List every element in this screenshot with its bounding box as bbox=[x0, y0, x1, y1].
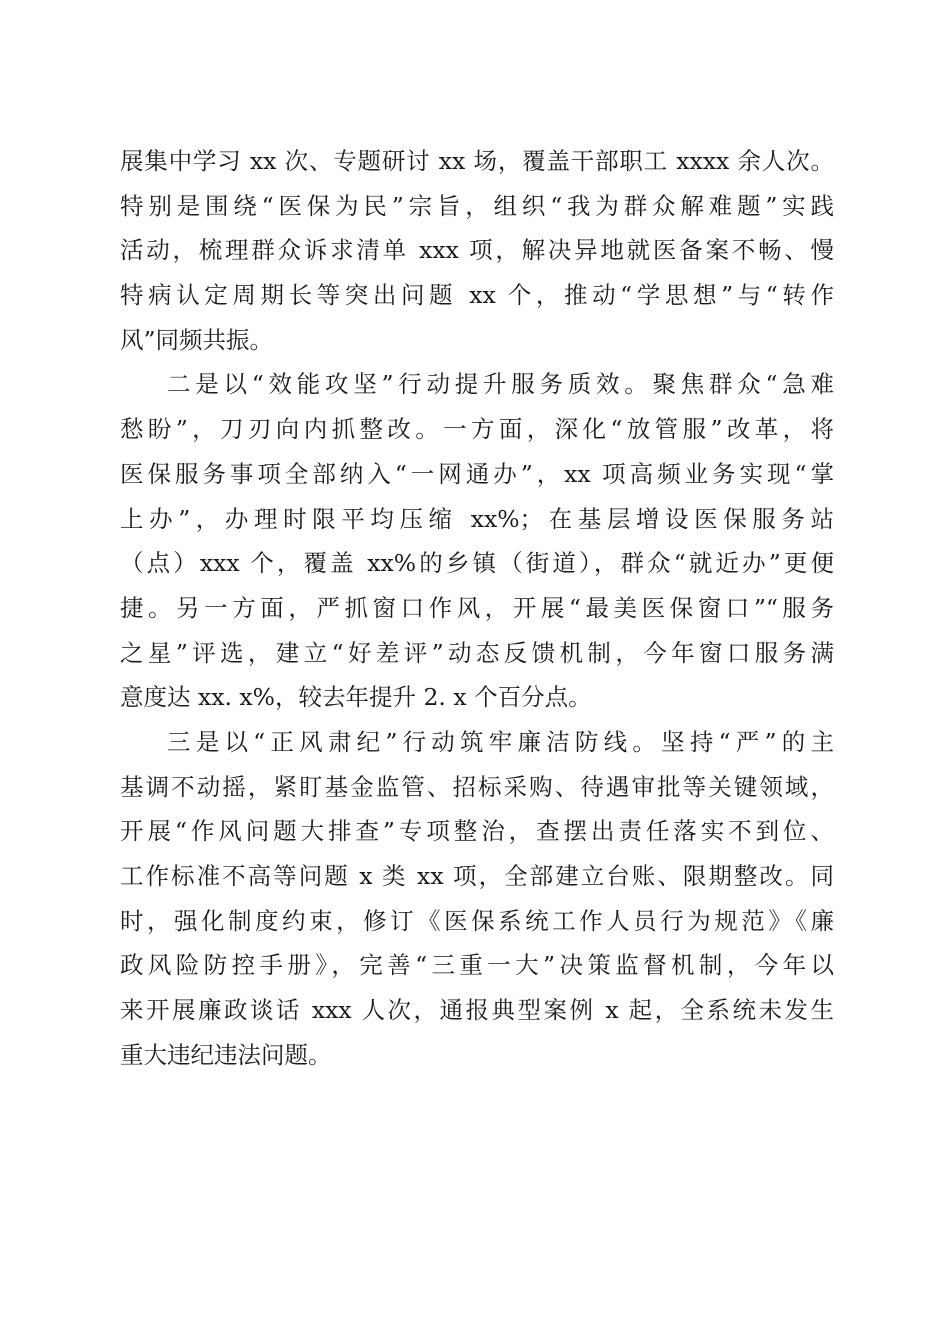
text-line: 上办”，办理时限平均压缩 xx%；在基层增设医保服务站 bbox=[120, 504, 834, 533]
text-line: 来开展廉政谈话 xxx 人次，通报典型案例 x 起，全系统未发生 bbox=[120, 996, 834, 1025]
text-line: 捷。另一方面，严抓窗口作风，开展“最美医保窗口”“服务 bbox=[120, 593, 834, 622]
text-line: 愁盼”，刀刃向内抓整改。一方面，深化“放管服”改革，将 bbox=[120, 415, 834, 444]
text-line: 工作标准不高等问题 x 类 xx 项，全部建立台账、限期整改。同 bbox=[120, 862, 834, 890]
text-line: （点）xxx 个，覆盖 xx%的乡镇（街道），群众“就近办”更便 bbox=[120, 549, 834, 578]
text-line: 特别是围绕“医保为民”宗旨，组织“我为群众解难题”实践 bbox=[120, 191, 834, 220]
text-line: 三是以“正风肃纪”行动筑牢廉洁防线。坚持“严”的主 bbox=[167, 727, 834, 756]
text-line: 医保服务事项全部纳入“一网通办”，xx 项高频业务实现“掌 bbox=[120, 459, 834, 488]
text-line: 之星”评选，建立“好差评”动态反馈机制，今年窗口服务满 bbox=[120, 638, 834, 667]
text-line: 展集中学习 xx 次、专题研讨 xx 场，覆盖干部职工 xxxx 余人次。 bbox=[120, 147, 834, 175]
paragraph-service-efficiency bbox=[120, 362, 834, 720]
paragraph-integrity-defense bbox=[120, 720, 834, 1078]
text-line: 二是以“效能攻坚”行动提升服务质效。聚焦群众“急难 bbox=[167, 370, 834, 399]
text-line: 基调不动摇，紧盯基金监管、招标采购、待遇审批等关键领域， bbox=[120, 772, 834, 801]
text-line: 活动，梳理群众诉求清单 xxx 项，解决异地就医备案不畅、慢 bbox=[120, 236, 834, 265]
text-line: 重大违纪违法问题。 bbox=[120, 1040, 332, 1069]
text-line: 开展“作风问题大排查”专项整治，查摆出责任落实不到位、 bbox=[120, 817, 834, 846]
text-line: 时，强化制度约束，修订《医保系统工作人员行为规范》《廉 bbox=[120, 906, 834, 935]
paragraph-continuation bbox=[120, 139, 834, 362]
text-line: 风”同频共振。 bbox=[120, 325, 274, 354]
text-line: 特病认定周期长等突出问题 xx 个，推动“学思想”与“转作 bbox=[120, 281, 834, 310]
document-body bbox=[120, 139, 834, 1077]
text-line: 政风险防控手册》，完善“三重一大”决策监督机制，今年以 bbox=[120, 951, 834, 980]
text-line: 意度达 xx. x%，较去年提升 2. x 个百分点。 bbox=[120, 683, 592, 712]
